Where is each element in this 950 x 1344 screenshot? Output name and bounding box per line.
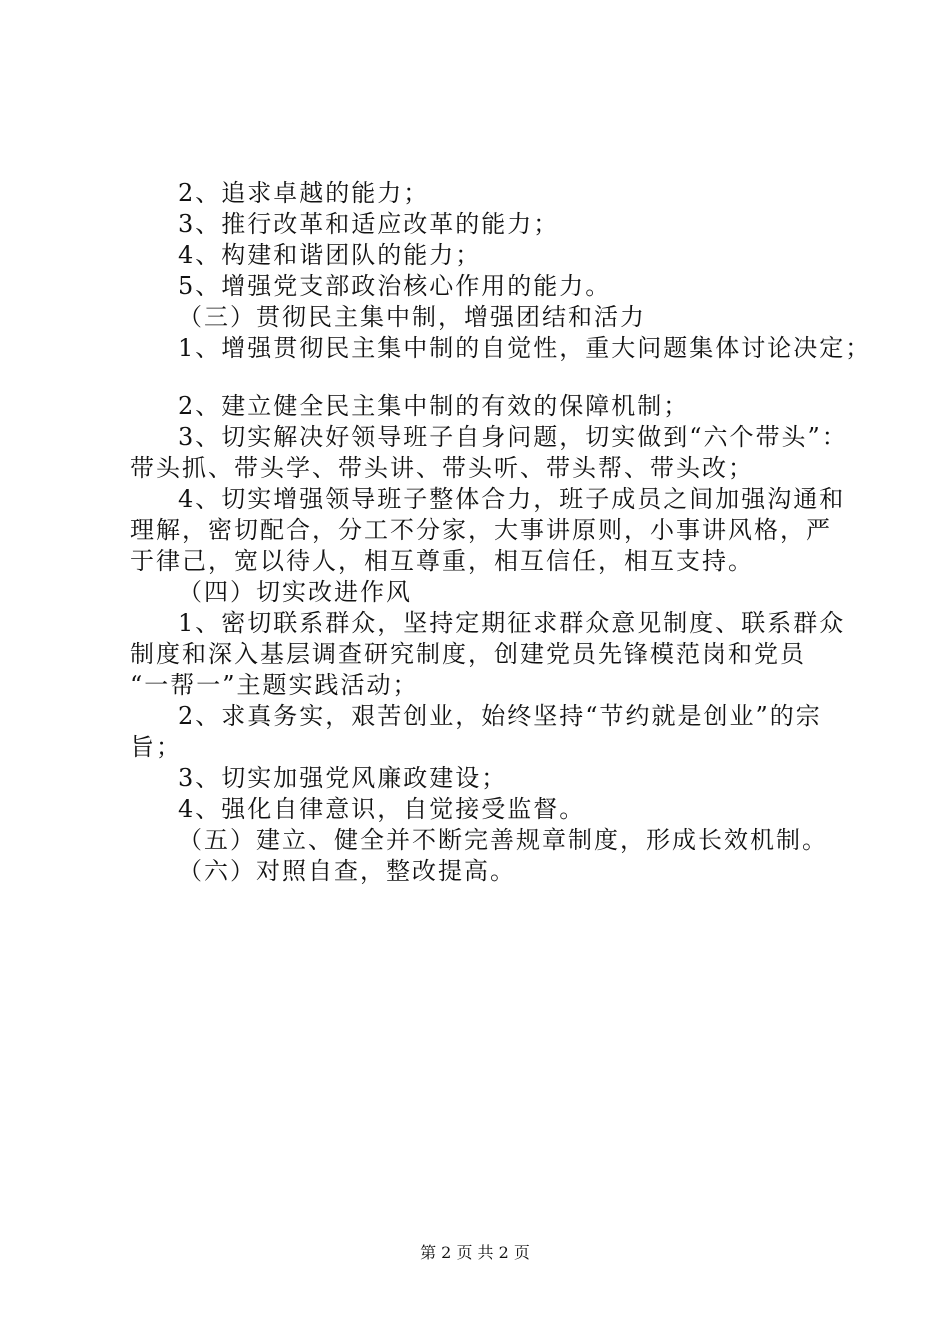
section-heading: （四）切实改进作风 xyxy=(178,578,412,606)
section-heading: （六）对照自查，整改提高。 xyxy=(178,857,516,885)
text-line: 2、建立健全民主集中制的有效的保障机制； xyxy=(178,392,690,420)
text-line: 于律己，宽以待人，相互尊重，相互信任，相互支持。 xyxy=(130,547,754,575)
text-line: 3、切实解决好领导班子自身问题，切实做到“六个带头”： xyxy=(178,423,848,451)
text-line: 2、追求卓越的能力； xyxy=(178,179,430,207)
text-line: “一帮一”主题实践活动； xyxy=(130,671,419,699)
section-heading: （五）建立、健全并不断完善规章制度，形成长效机制。 xyxy=(178,826,828,854)
page-number-footer: 第 2 页 共 2 页 xyxy=(420,1243,530,1262)
text-line: 1、增强贯彻民主集中制的自觉性，重大问题集体讨论决定； xyxy=(178,334,872,362)
text-line: 5、增强党支部政治核心作用的能力。 xyxy=(178,272,612,300)
text-line: 带头抓、带头学、带头讲、带头听、带头帮、带头改； xyxy=(130,454,754,482)
text-line: 1、密切联系群众，坚持定期征求群众意见制度、联系群众 xyxy=(178,609,846,637)
text-line: 4、切实增强领导班子整体合力，班子成员之间加强沟通和 xyxy=(178,485,846,513)
section-heading: （三）贯彻民主集中制，增强团结和活力 xyxy=(178,303,646,331)
text-line: 理解，密切配合，分工不分家，大事讲原则，小事讲风格，严 xyxy=(130,516,832,544)
text-line: 4、构建和谐团队的能力； xyxy=(178,241,482,269)
text-line: 4、强化自律意识，自觉接受监督。 xyxy=(178,795,586,823)
text-line: 制度和深入基层调查研究制度，创建党员先锋模范岗和党员 xyxy=(130,640,806,668)
text-line: 3、推行改革和适应改革的能力； xyxy=(178,210,560,238)
text-line: 2、求真务实，艰苦创业，始终坚持“节约就是创业”的宗 xyxy=(178,702,822,730)
text-line: 旨； xyxy=(130,733,182,761)
text-line: 3、切实加强党风廉政建设； xyxy=(178,764,508,792)
